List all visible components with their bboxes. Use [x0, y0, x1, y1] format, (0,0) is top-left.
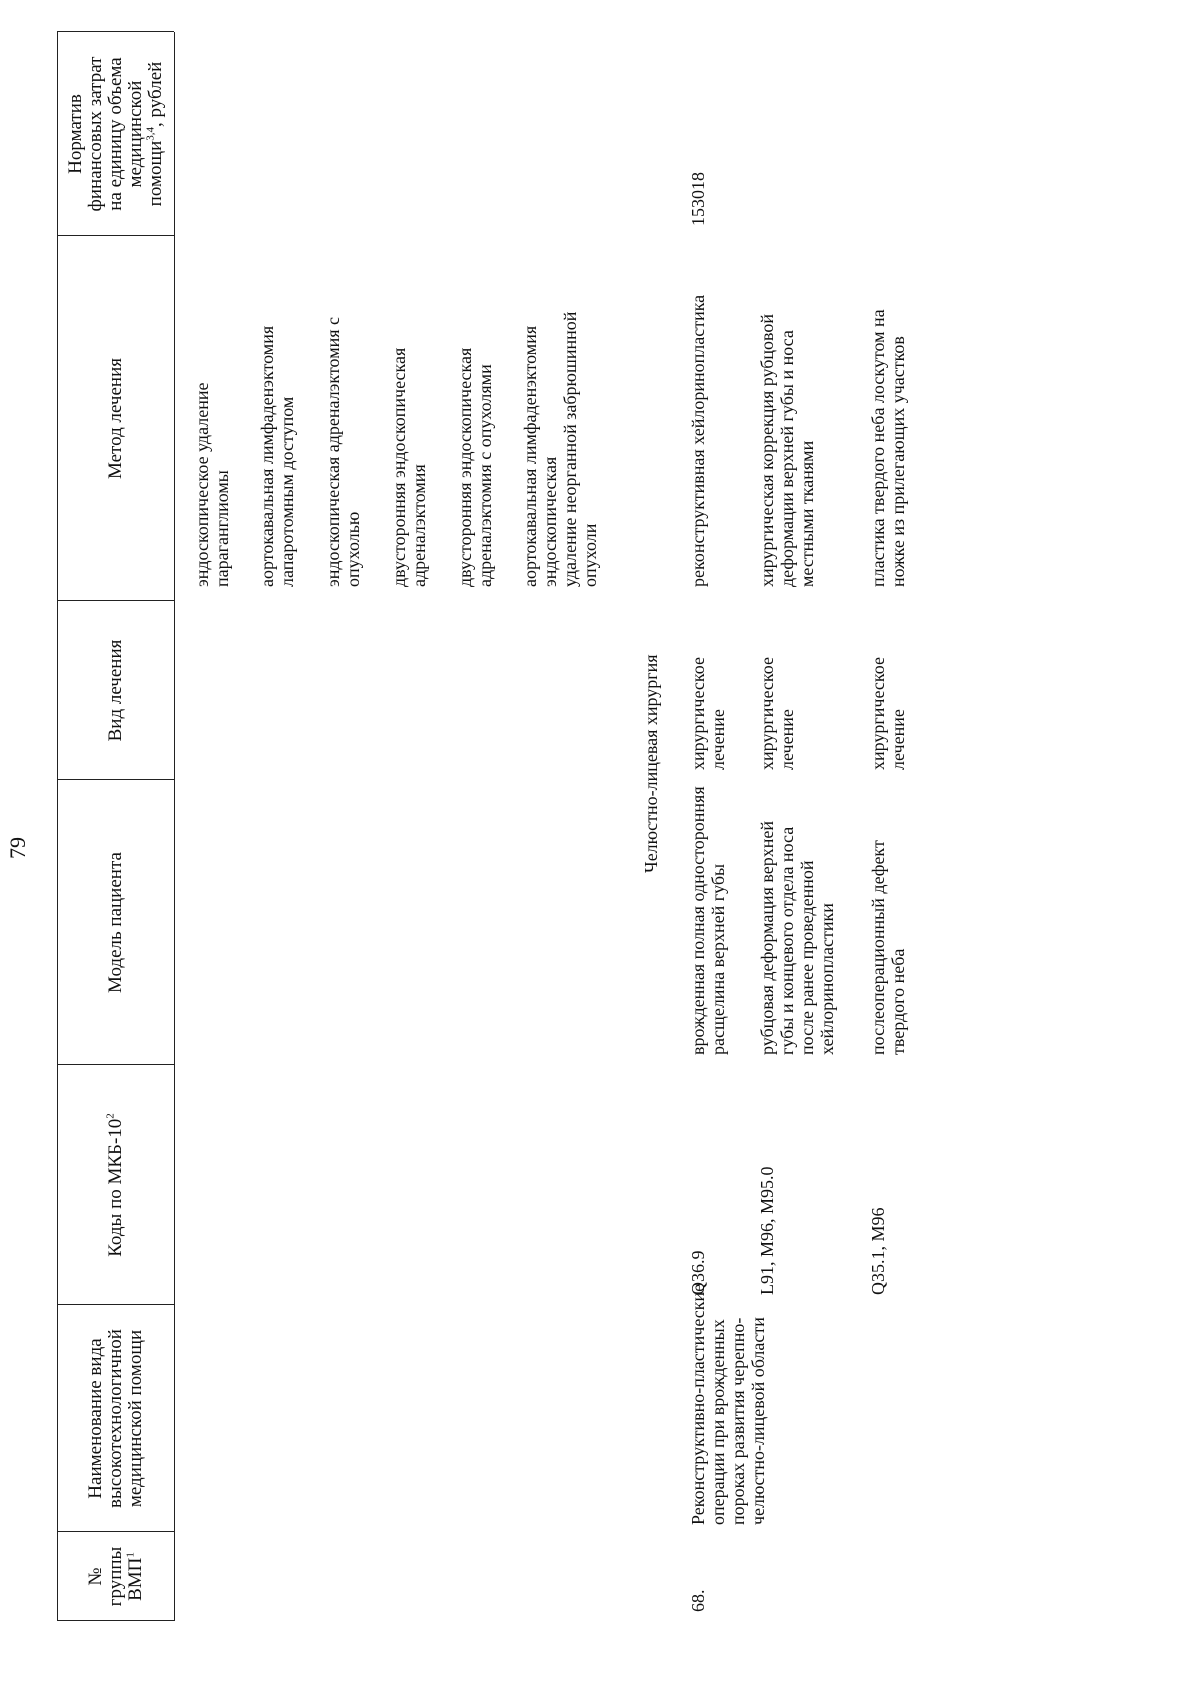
treatment-type: хирургическое лечение [757, 657, 797, 770]
patient-model: врожденная полная односторонняя расщелина верхней губы [688, 786, 728, 1055]
treatment-method: реконструктивная хейлоринопластика [688, 294, 708, 587]
header-group-number: № группы ВМП$^1$ [84, 1546, 146, 1607]
header-patient-model: Модель пациента [104, 852, 126, 993]
header-treatment-method: Метод лечения [104, 358, 126, 480]
header-vmp-name: Наименование вида высокотехнологичной медицинской помощи [84, 1329, 146, 1508]
method-item: эндоскопическое удаление параганглиомы [192, 382, 232, 587]
section-title: Челюстно-лицевая хирургия [641, 654, 661, 873]
icd-code: L91, M96, M95.0 [757, 1166, 777, 1295]
method-item: удаление неорганной забрюшинной опухоли [560, 311, 600, 587]
method-item: двусторонняя эндоскопическая адреналэктомия [389, 347, 429, 587]
icd-code: Q35.1, M96 [868, 1207, 888, 1295]
header-financial-norm: Норматив финансовых затрат на единицу объема медицинской помощи$^{3,4}$, рублей [64, 56, 166, 212]
method-item: эндоскопическая адреналэктомия с опухолью [323, 317, 363, 587]
treatment-method: пластика твердого неба лоскутом на ножке из прилегающих участков [868, 309, 908, 587]
treatment-type: хирургическое лечение [868, 657, 908, 770]
page-number: 79 [5, 837, 30, 859]
header-icd-codes: Коды по МКБ-$10^2$ [104, 1113, 126, 1257]
group-name: Реконструктивно-пластические операции при врожденных пороках развития черепно- челюстно-лицевой области [688, 1283, 768, 1525]
method-item: аортокавальная лимфаденэктомия эндоскопическая [520, 325, 560, 587]
financial-norm-value: 153018 [688, 172, 708, 226]
header-treatment-type: Вид лечения [104, 639, 126, 742]
icd-code: Q36.9 [688, 1250, 708, 1295]
patient-model: послеоперационный дефект твердого неба [868, 840, 908, 1055]
patient-model: рубцовая деформация верхней губы и концевого отдела носа после ранее проведенной хейлоринопластики [757, 820, 837, 1055]
method-item: аортокавальная лимфаденэктомия лапаротомным доступом [257, 325, 297, 587]
method-item: двусторонняя эндоскопическая адреналэктомия с опухолями [455, 347, 495, 587]
treatment-type: хирургическое лечение [688, 657, 728, 770]
treatment-method: хирургическая коррекция рубцовой деформации верхней губы и носа местными тканями [757, 313, 817, 587]
header-bottom-border [174, 32, 175, 1621]
group-number: 68. [688, 1589, 708, 1612]
